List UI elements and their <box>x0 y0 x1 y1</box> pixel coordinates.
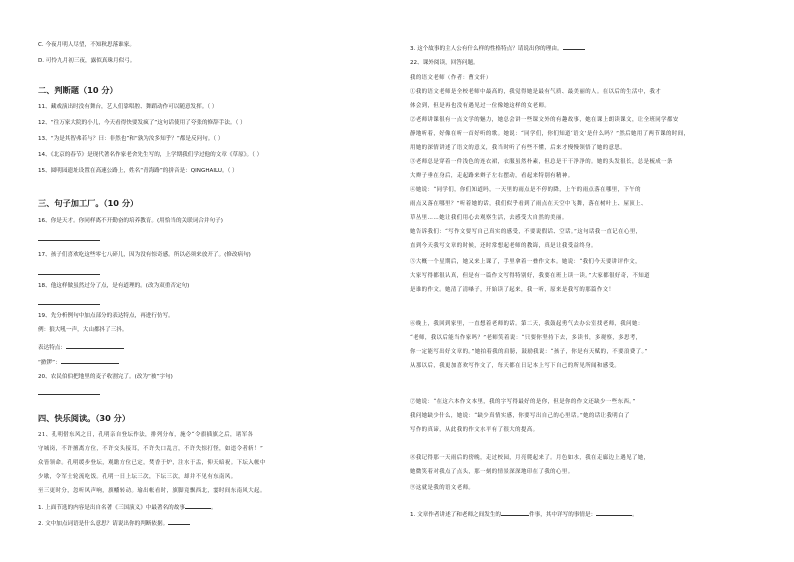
question-19-example: 例：狼大吼一声，大山都抖了三抖。 <box>38 327 128 333</box>
question-22-1-end: 。 <box>632 512 638 518</box>
passage-line: 用她的深情讲述了语文的意义，我当时听了有些不懂，后来才慢慢领悟了她的意思。 <box>410 145 627 151</box>
answer-line-17[interactable] <box>38 274 100 275</box>
question-19-feature <box>38 343 124 352</box>
passage-line: ③老师总是穿着一件浅色的连衣裙，衣服虽然朴素，但总是干干净净的。她的头发很长，总是梳成一条 <box>410 159 673 165</box>
passage-21-line-3: 众皆领命。孔明缓步登坛，观瞻方位已定，焚香于炉，注水于盂，仰天暗祝。下坛入帐中 <box>38 460 266 466</box>
passage-line: 她微笑着对我点了点头，那一刻的情景深深地印在了我的心里。 <box>410 469 574 475</box>
question-20: 20、农民伯伯把地里的麦子收割完了。(改为“被”字句) <box>38 374 173 380</box>
passage-title: 我的语文老师（作者：曹文轩） <box>410 75 492 81</box>
question-22-1 <box>410 510 638 519</box>
passage-line: 我问她缺少什么，她说：“缺少真情实感，你要写出自己的心里话。”她的话让我明白了 <box>410 413 630 419</box>
passage-21-line-2: 守城岗，不许擅离方位，不许交头接耳，不许失口乱言，不许失惊打怪，如违令者斩！” <box>38 446 264 452</box>
passage-21-line-4: 少歇，令军士轮流吃饭。孔明一日上坛三次，下坛三次，却并不见有东南风。 <box>38 474 237 480</box>
question-22-1-text: 1. 文章作者讲述了和老师之间发生的 <box>410 512 502 518</box>
passage-line: 大家写得都很认真，但是有一篇作文写得特别好，我要在班上读一读。”大家都很好奇，不知道 <box>410 273 650 279</box>
imitate-blank[interactable] <box>61 358 119 364</box>
question-21-2-text: 2. 文中加点词语是什么意思？请说出你的判断依据。 <box>38 521 169 527</box>
question-21-2-blank[interactable] <box>168 519 190 525</box>
passage-21-line-1: 21、孔明借东风之日，孔明亲自登坛作法，排列分布，施令“令旗插旗之后，诸军各 <box>38 432 254 438</box>
question-22-1-blank-detail[interactable] <box>596 510 632 516</box>
passage-line: 雨点又落在哪里？”听着她的话，我们似乎看到了雨点在天空中飞舞，落在树叶上、屋顶上、 <box>410 201 647 207</box>
passage-line: ⑥晚上，我回到家里，一直想着老师的话。第二天，我鼓起勇气去办公室找老师，我问她： <box>410 321 644 327</box>
question-16: 16、你是天才。你同样离不开勤奋的培养教育。(用恰当的关联词合并句子) <box>38 218 223 224</box>
section-4-title: 四、快乐阅读。（30 分） <box>38 413 131 423</box>
passage-21-line-5: 至三更时分，忽听风声响，旗幡转动。瑜出帐看时，旗脚竟飘西北，霎时间东南风大起。 <box>38 488 266 494</box>
question-21-3-blank[interactable] <box>563 44 585 50</box>
passage-line: 大辫子垂在身后，走起路来辫子左右摆动，看起来特别有精神。 <box>410 173 574 179</box>
passage-line: 直到今天我写文章的时候，还时常想起老师的教诲，真是让我受益终身。 <box>410 243 597 249</box>
question-18: 18、他这样做虽然过分了点，是有道理的。(改为双重否定句) <box>38 283 190 289</box>
option-c: C. 今夜月明人尽望，不知秋思落谁家。 <box>38 42 135 48</box>
question-15: 15、圆明园遗址设置在高速公路上，姓名“青海路”的拼音是：QINGHAILU。（ ） <box>38 168 238 174</box>
feature-blank[interactable] <box>66 343 124 349</box>
question-19: 19、先分析例句中加点部分的表达特点，再进行仿写。 <box>38 313 174 319</box>
question-13: 13、“为是其智弗若与？曰：非然也”和“孰为汝多知乎？”都是反问句。（ ） <box>38 136 224 142</box>
question-11: 11、藏戏演出时没有舞台，艺人们靠唱腔、舞蹈动作可以随意发挥。（ ） <box>38 104 218 110</box>
answer-line-16[interactable] <box>38 240 100 241</box>
question-12: 12、“往万家大院的小儿，今天看得快要发疯了”这句话使用了夸张的修辞手法。（ ） <box>38 120 246 126</box>
passage-line: “老师，我以后能当作家吗？”老师笑着说：“只要你坚持下去，多读书，多观察，多思考， <box>410 335 642 341</box>
question-22-1-blank-count[interactable] <box>501 510 529 516</box>
question-21-3-text: 3. 这个故事的主人公有什么样的性格特点？请说出你的理由。 <box>410 46 563 52</box>
passage-line: ⑨这就是我的语文老师。 <box>410 485 475 491</box>
feature-label: 表达特点： <box>38 345 66 351</box>
question-17: 17、孩子们喜欢吃这些零七八碎儿，因为没有惊奇感。所以必须来放开了。(修改病句) <box>38 252 251 258</box>
passage-line: 你一定能写出好文章的。”她拍着我的肩膀，鼓励我说：“孩子，你是有天赋的，不要浪费了。” <box>410 349 648 355</box>
passage-line: 体会到，但是再也没有遇见过一位像她这样的女老师。 <box>410 103 551 109</box>
passage-line: 静地听着，好像在听一首好听的歌。她说：“同学们，你们知道‘语文’是什么吗？”然后她用了两节课的时间， <box>410 131 690 137</box>
passage-line: 写作的真谛，从此我的作文水平有了很大的提高。 <box>410 427 539 433</box>
question-22-1-mid: 件事，其中详写的事情是： <box>529 512 597 518</box>
question-21-1-text: 1. 上面节选的内容是出自名著《三国演义》中最著名的故事 <box>38 505 185 511</box>
answer-line-18[interactable] <box>38 304 100 305</box>
passage-line: ②老师讲课很有一点文学的魅力，她总会讲一些课文外的有趣故事，她在课上朗读课文，让全班同学都安 <box>410 117 679 123</box>
passage-line: ⑦她说：“在这六本作文本里，我的字写得最好的是你，但是你的作文还缺少一些东西。” <box>410 399 636 405</box>
question-22: 22、课外阅读，回答问题。 <box>410 60 479 66</box>
answer-line-20[interactable] <box>38 394 100 395</box>
question-21-1: 1. 上面节选的内容是出自名著《三国演义》中最著名的故事 。 <box>38 505 217 511</box>
passage-line: 从那以后，我更加喜欢写作文了，每天都在日记本上写下自己的所见所闻和感受。 <box>410 363 621 369</box>
question-19-imitate <box>38 358 119 367</box>
question-14: 14、《北京的春节》是现代著名作家老舍先生写的，上学期我们学过他的文章《草原》。（ ） <box>38 152 263 158</box>
option-d: D. 可怜九月初三夜，露似真珠月似弓。 <box>38 58 136 64</box>
question-21-2 <box>38 519 190 528</box>
passage-line: ④她说：“同学们，你们知道吗，一天里的雨点是不停的降，上午的雨点落在哪里，下午的 <box>410 187 641 193</box>
question-21-1-blank[interactable] <box>185 503 211 509</box>
question-21-3 <box>410 44 585 53</box>
passage-line: ⑧我记得那一天雨后的傍晚，走过校园，月亮爬起来了。月色如水，我在走廊边上遇见了她， <box>410 455 650 461</box>
passage-line: 是谁的作文。她清了清嗓子，开始读了起来，我一听，原来是我写的那篇作文！ <box>410 287 615 293</box>
passage-line: ⑤大概一个星期后，她又来上课了，手里拿着一叠作文本。她说：“我们今天要讲评作文， <box>410 259 641 265</box>
passage-line: ①我的语文老师是全校老师中最高的，我觉得她是最有气质、最美丽的人。在以后的生活中，我才 <box>410 89 662 95</box>
section-3-title: 三、句子加工厂。（10 分） <box>38 198 139 208</box>
passage-line: 她告诉我们：“写作文要写自己真实的感受，不要说假话、空话。”这句话我一直记在心里， <box>410 229 642 235</box>
imitate-label: “掀锣”： <box>38 360 61 366</box>
passage-line: 草丛里……她让我们用心去观察生活，去感受大自然的美丽。 <box>410 215 568 221</box>
section-2-title: 二、判断题（10 分） <box>38 85 118 95</box>
